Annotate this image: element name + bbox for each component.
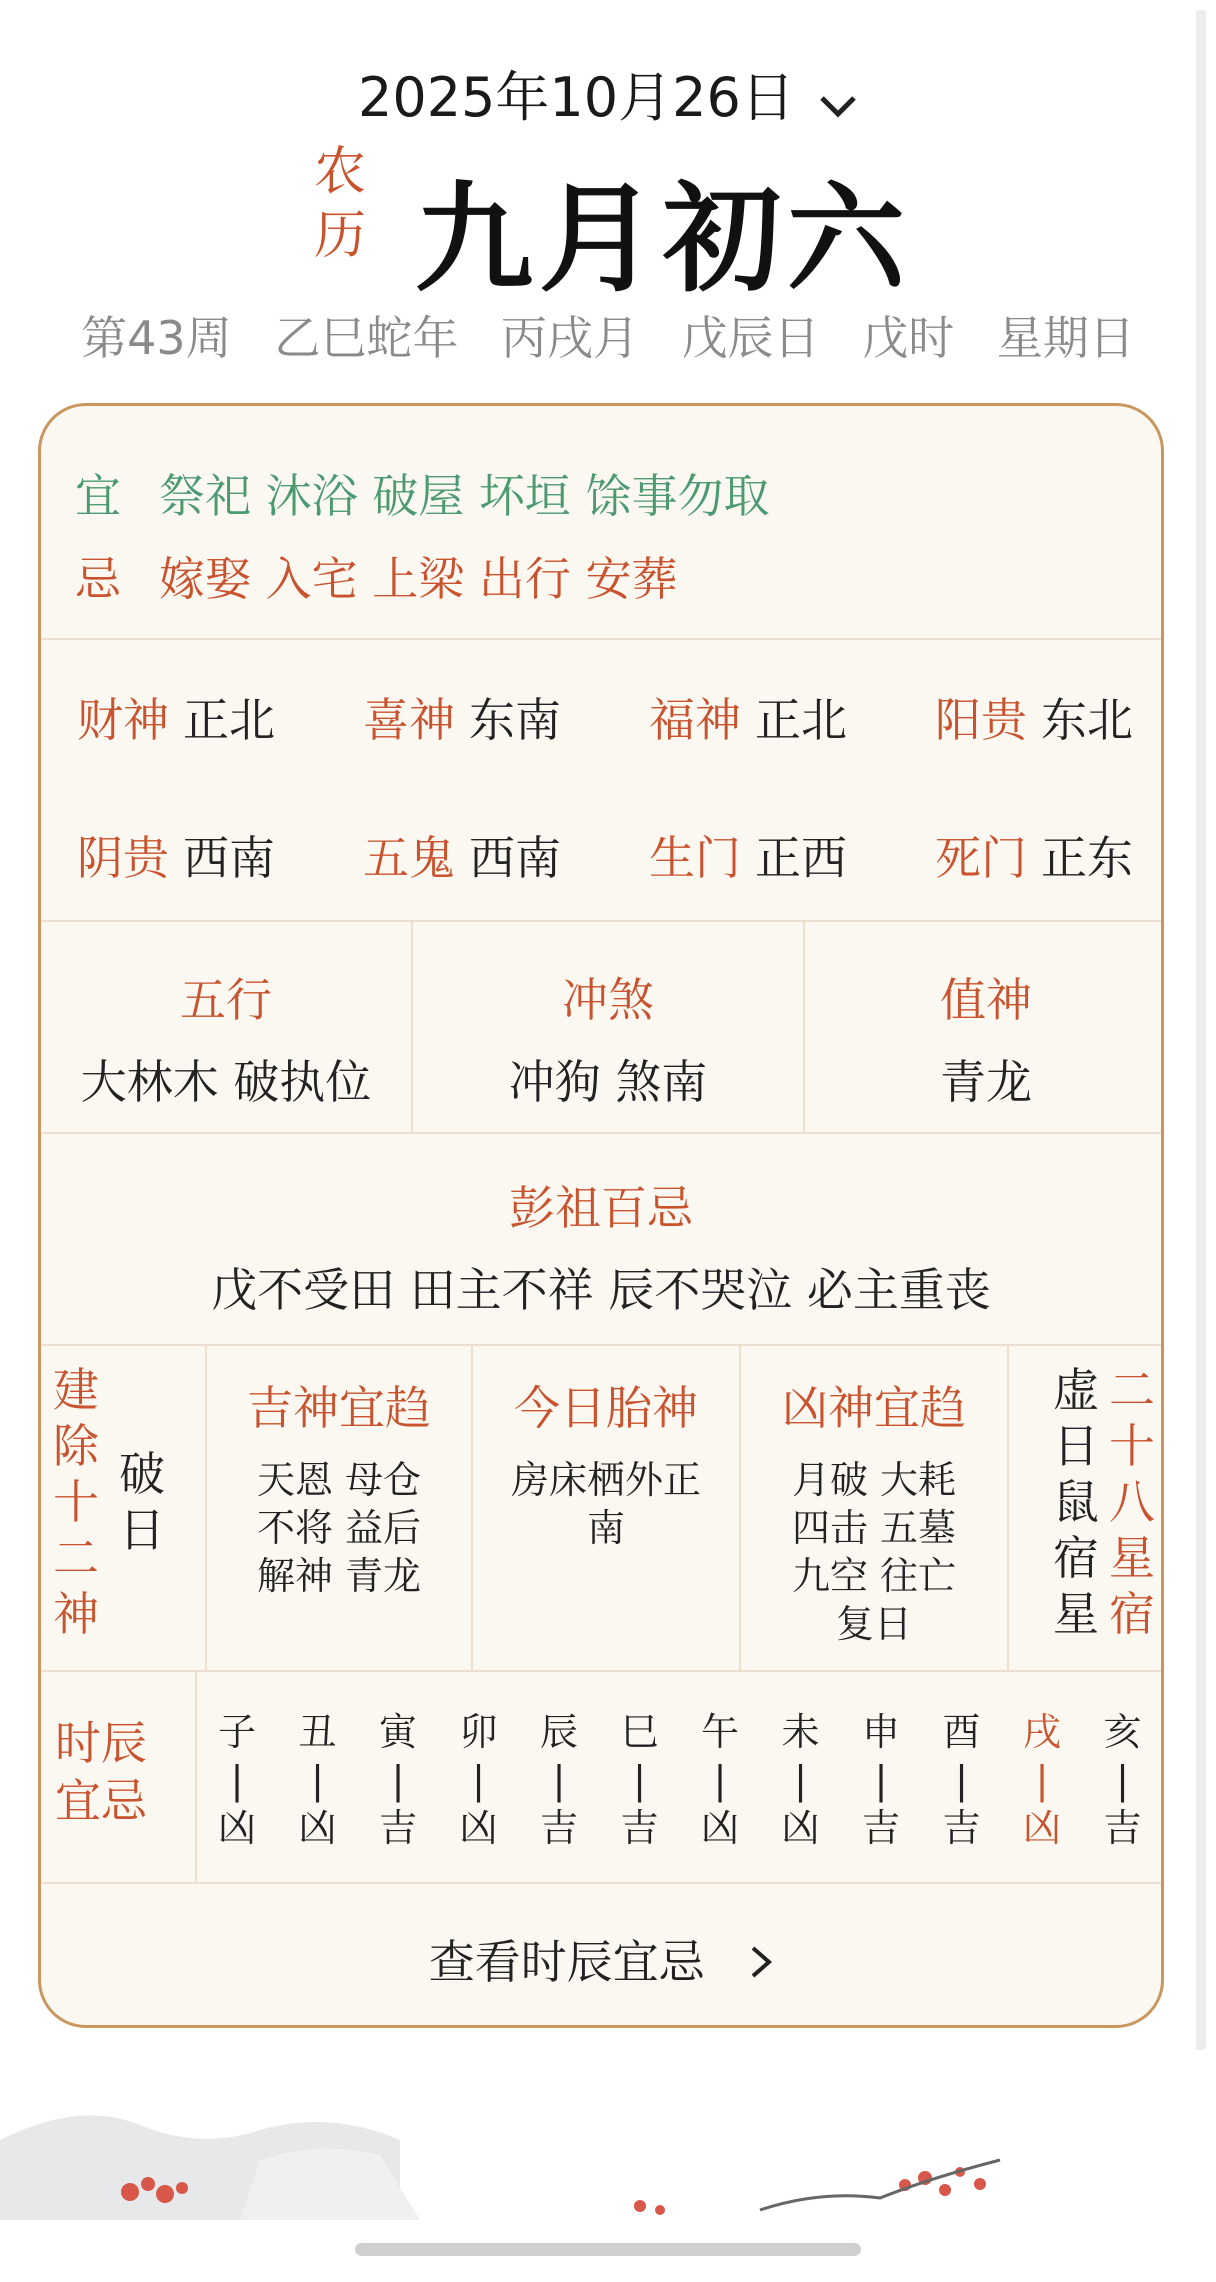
hour-item[interactable] [539, 1708, 579, 1852]
label-char: 八 [1109, 1475, 1155, 1529]
hour-item[interactable] [700, 1708, 740, 1852]
hour-result: 凶 [298, 1806, 337, 1850]
direction-value: 正北 [183, 693, 275, 747]
hour-separator: | [311, 1758, 324, 1802]
direction-key: 福神 [649, 693, 741, 747]
xiongshen-list [741, 1456, 1007, 1648]
direction-value: 正东 [1041, 831, 1133, 885]
pengzu-section [41, 1134, 1161, 1346]
hour-item[interactable] [298, 1708, 338, 1852]
chongsha-col [413, 922, 803, 1132]
zhishen-col [805, 922, 1164, 1132]
hours-label [55, 1714, 147, 1830]
hour-branch: 午 [700, 1710, 739, 1754]
hour-result: 凶 [459, 1806, 498, 1850]
taishen-text [473, 1456, 739, 1552]
hour-branch: 卯 [459, 1710, 498, 1754]
xiongshen-head: 凶神宜趋 [782, 1381, 966, 1435]
xiongshen-line: 复日 [835, 1602, 912, 1646]
ink-painting-decoration [0, 2080, 1216, 2220]
zhishen-head: 值神 [940, 973, 1032, 1027]
yi-line [75, 460, 770, 526]
hour-branch: 子 [217, 1710, 256, 1754]
chongsha-head: 冲煞 [562, 973, 654, 1027]
direction-key: 死门 [935, 831, 1027, 885]
ji-line [75, 543, 678, 609]
direction-item [649, 822, 847, 888]
divider [1007, 1346, 1009, 1670]
taishen-line: 房床栖外正 [510, 1458, 701, 1502]
weekday: 星期日 [996, 311, 1135, 365]
home-indicator[interactable] [355, 2243, 861, 2256]
hour-item[interactable] [459, 1708, 499, 1852]
label-char: 建 [53, 1363, 99, 1417]
ji-label: 忌 [75, 552, 121, 606]
direction-item [363, 822, 561, 888]
direction-key: 五鬼 [363, 831, 455, 885]
xiongshen-line: 四击 五墓 [791, 1506, 957, 1550]
label-char: 十 [1109, 1419, 1155, 1473]
jianchu-value [117, 1446, 167, 1558]
taishen-line: 南 [586, 1506, 625, 1550]
hour-separator: | [230, 1758, 244, 1802]
hour-item[interactable] [781, 1708, 821, 1852]
year-ganzhi: 乙巳蛇年 [274, 311, 459, 365]
hour-ganzhi: 戊时 [862, 311, 955, 365]
label-char: 二 [1109, 1363, 1155, 1417]
day-ganzhi: 戊辰日 [681, 311, 820, 365]
chongsha-value: 冲狗 煞南 [508, 1055, 708, 1109]
hour-item[interactable] [1022, 1708, 1062, 1852]
hour-result: 吉 [1103, 1806, 1142, 1850]
direction-item [77, 822, 275, 888]
hour-result: 凶 [217, 1806, 256, 1850]
date-label: 2025年10月26日 [357, 66, 795, 129]
hour-branch: 寅 [378, 1710, 417, 1754]
hour-item[interactable] [942, 1708, 982, 1852]
xiongshen-line: 九空 往亡 [791, 1554, 957, 1598]
direction-value: 西南 [183, 831, 275, 885]
hour-result: 吉 [378, 1806, 417, 1850]
hour-result: 吉 [942, 1806, 981, 1850]
value-char: 鼠 [1053, 1475, 1099, 1529]
hours-label-line: 宜忌 [55, 1774, 147, 1828]
direction-key: 阴贵 [77, 831, 169, 885]
value-char: 虚 [1053, 1363, 1099, 1417]
direction-value: 正西 [755, 831, 847, 885]
wuxing-col [41, 922, 411, 1132]
direction-key: 喜神 [363, 693, 455, 747]
direction-item [935, 684, 1133, 750]
value-char: 星 [1053, 1587, 1099, 1641]
yi-items: 祭祀 沐浴 破屋 坏垣 馀事勿取 [159, 469, 770, 523]
hour-result: 凶 [781, 1806, 820, 1850]
direction-key: 财神 [77, 693, 169, 747]
value-char: 日 [119, 1503, 165, 1557]
label-char: 神 [53, 1587, 99, 1641]
wuxing-head: 五行 [180, 973, 272, 1027]
direction-value: 东南 [469, 693, 561, 747]
hour-separator: | [391, 1758, 405, 1802]
hour-separator: | [1116, 1758, 1129, 1802]
direction-value: 东北 [1041, 693, 1133, 747]
shen-section [41, 1346, 1161, 1672]
direction-item [649, 684, 847, 750]
date-info-line [0, 302, 1216, 368]
hour-item[interactable] [861, 1708, 901, 1852]
divider [195, 1672, 197, 1882]
hour-separator: | [874, 1758, 888, 1802]
value-char: 破 [119, 1447, 165, 1501]
hour-separator: | [955, 1758, 968, 1802]
value-char: 日 [1053, 1419, 1099, 1473]
hour-separator: | [1035, 1758, 1049, 1802]
hour-separator: | [552, 1758, 566, 1802]
hour-branch: 丑 [298, 1710, 337, 1754]
hour-branch: 酉 [942, 1710, 981, 1754]
zhishen-value: 青龙 [940, 1055, 1032, 1109]
value-char: 宿 [1053, 1531, 1099, 1585]
label-char: 宿 [1109, 1587, 1155, 1641]
jishen-list [207, 1456, 471, 1600]
hour-separator: | [472, 1758, 485, 1802]
hour-branch: 申 [861, 1710, 900, 1754]
chevron-down-icon [818, 70, 858, 133]
yi-label: 宜 [75, 469, 121, 523]
jishen-line: 解神 青龙 [256, 1554, 422, 1598]
yiji-section [41, 406, 1161, 640]
week-number: 第43周 [81, 311, 232, 365]
hour-branch: 戌 [1022, 1710, 1061, 1754]
xiu-value [1051, 1362, 1101, 1642]
lunar-date: 九月初六 [415, 170, 912, 308]
hour-item[interactable] [1103, 1708, 1143, 1852]
wuxing-value: 大林木 破执位 [80, 1055, 372, 1109]
lunar-tag-char: 农 [313, 142, 366, 202]
label-char: 二 [53, 1531, 99, 1585]
xiu-label [1107, 1362, 1157, 1642]
lunar-tag [310, 140, 370, 268]
view-hours-label: 查看时辰宜忌 [428, 1935, 705, 1989]
hours-label-line: 时辰 [55, 1716, 147, 1770]
jianchu-label [51, 1362, 101, 1642]
jishen-head: 吉神宜趋 [247, 1381, 431, 1435]
jishen-line: 天恩 母仓 [256, 1458, 422, 1502]
almanac-card [38, 403, 1164, 2028]
view-hours-link[interactable] [41, 1926, 1161, 1993]
hour-branch: 辰 [539, 1710, 578, 1754]
wuxing-section [41, 922, 1161, 1134]
direction-item [77, 684, 275, 750]
hour-separator: | [633, 1758, 646, 1802]
label-char: 除 [53, 1419, 99, 1473]
direction-value: 正北 [755, 693, 847, 747]
pengzu-head: 彭祖百忌 [509, 1181, 693, 1235]
hour-item[interactable] [378, 1708, 418, 1852]
hour-result: 吉 [861, 1806, 900, 1850]
date-selector[interactable] [0, 55, 1216, 133]
label-char: 星 [1109, 1531, 1155, 1585]
direction-key: 阳贵 [935, 693, 1027, 747]
hour-branch: 巳 [620, 1710, 659, 1754]
hour-result: 吉 [539, 1806, 578, 1850]
hour-branch: 亥 [1103, 1710, 1142, 1754]
hour-item[interactable] [620, 1708, 660, 1852]
lunar-tag-char: 历 [313, 206, 366, 266]
hour-result: 凶 [700, 1806, 739, 1850]
hour-item[interactable] [217, 1708, 257, 1852]
hour-result: 吉 [620, 1806, 659, 1850]
hour-branch: 未 [781, 1710, 820, 1754]
direction-value: 西南 [469, 831, 561, 885]
direction-item [935, 822, 1133, 888]
month-ganzhi: 丙戌月 [500, 311, 639, 365]
directions-section [41, 640, 1161, 922]
hours-section [41, 1672, 1161, 1884]
hour-separator: | [794, 1758, 807, 1802]
direction-item [363, 684, 561, 750]
lunar-header [0, 140, 1216, 308]
label-char: 十 [53, 1475, 99, 1529]
ji-items: 嫁娶 入宅 上梁 出行 安葬 [159, 552, 678, 606]
hour-result: 凶 [1022, 1806, 1061, 1850]
chevron-right-icon [749, 1939, 773, 1993]
pengzu-value: 戊不受田 田主不祥 辰不哭泣 必主重丧 [211, 1263, 991, 1317]
xiongshen-line: 月破 大耗 [791, 1458, 957, 1502]
taishen-head: 今日胎神 [514, 1381, 698, 1435]
hour-separator: | [713, 1758, 727, 1802]
direction-key: 生门 [649, 831, 741, 885]
jishen-line: 不将 益后 [256, 1506, 422, 1550]
